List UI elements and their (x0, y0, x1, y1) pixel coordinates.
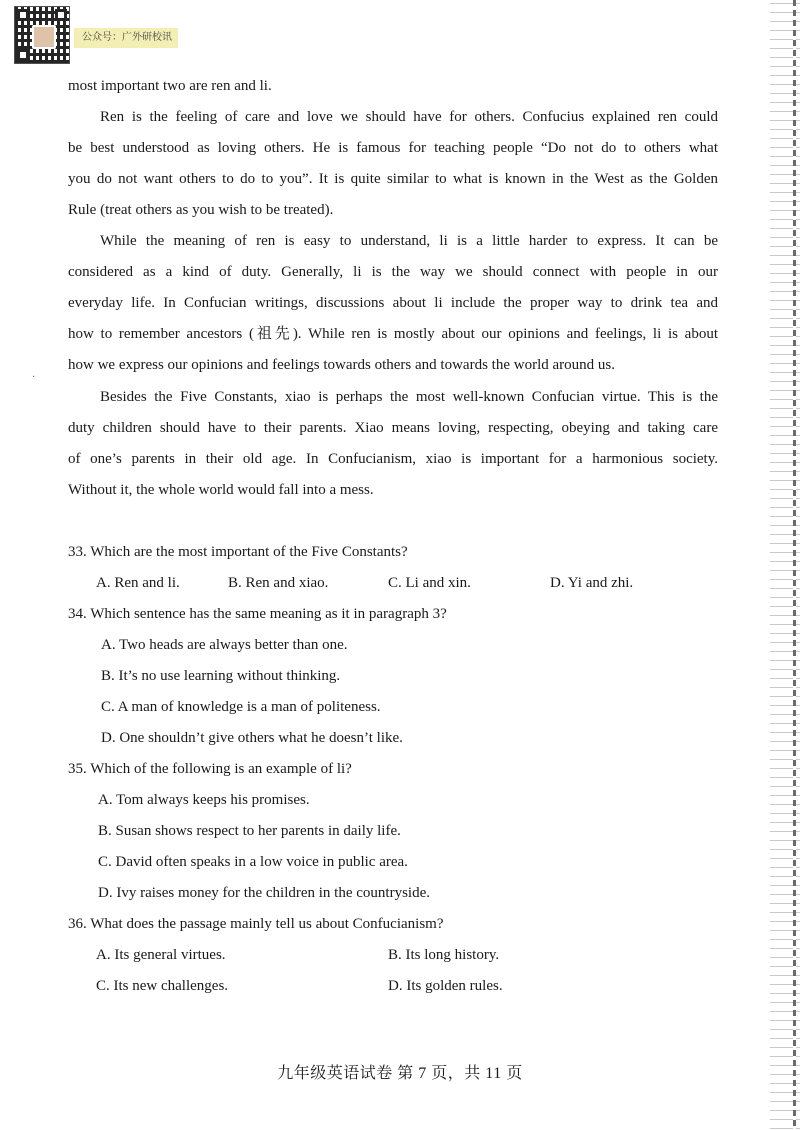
option-a[interactable]: A. Ren and li. (96, 575, 180, 591)
option-c[interactable]: C. A man of knowledge is a man of politeness. (101, 699, 381, 715)
option-b[interactable]: B. Susan shows respect to her parents in daily life. (98, 823, 401, 839)
passage-line: Besides the Five Constants, xiao is perhaps the most well-known Confucian virtue. This is the (100, 389, 718, 405)
passage-line: how to remember ancestors (祖先). While ren is mostly about our opinions and feelings, li is about (68, 326, 718, 342)
option-d[interactable]: D. Yi and zhi. (550, 575, 634, 591)
option-c[interactable]: C. David often speaks in a low voice in public area. (98, 854, 408, 870)
qr-code (14, 6, 70, 64)
option-b[interactable]: B. It’s no use learning without thinking. (101, 668, 341, 684)
question-stem: 35. Which of the following is an example of li? (68, 761, 352, 777)
option-c[interactable]: C. Its new challenges. (96, 978, 229, 994)
option-c[interactable]: C. Li and xin. (388, 575, 471, 591)
passage-line: Without it, the whole world would fall into a mess. (68, 482, 374, 498)
avatar (32, 25, 56, 49)
option-d[interactable]: D. Ivy raises money for the children in the countryside. (98, 885, 430, 901)
passage-line: be best understood as loving others. He is famous for teaching people “Do not do to others what (68, 140, 718, 156)
wechat-account-label: 公众号：广外研校讯 (74, 28, 178, 48)
passage-line: you do not want others to do to you”. It is quite similar to what is known in the West as the Golden (68, 171, 718, 187)
option-d[interactable]: D. One shouldn’t give others what he doesn’t like. (101, 730, 403, 746)
passage-line: considered as a kind of duty. Generally, li is the way we should connect with people in our (68, 264, 718, 280)
option-a[interactable]: A. Tom always keeps his promises. (98, 792, 310, 808)
page-footer: 九年级英语试卷 第 7 页，共 11 页 (277, 1065, 523, 1082)
passage-line: duty children should have to their parents. Xiao means loving, respecting, obeying and taking care (68, 420, 718, 436)
passage-line: Ren is the feeling of care and love we should have for others. Confucius explained ren could (100, 109, 718, 125)
passage-line: While the meaning of ren is easy to understand, li is a little harder to express. It can be (100, 233, 718, 249)
scan-mark: · (32, 372, 36, 383)
option-a[interactable]: A. Two heads are always better than one. (101, 637, 348, 653)
option-b[interactable]: B. Its long history. (388, 947, 500, 963)
passage-line: most important two are ren and li. (68, 78, 272, 94)
passage-line: everyday life. In Confucian writings, discussions about li include the proper way to drink tea and (68, 295, 718, 311)
question-stem: 33. Which are the most important of the Five Constants? (68, 544, 408, 560)
scan-edge (770, 0, 800, 1130)
passage-line: Rule (treat others as you wish to be treated). (68, 202, 334, 218)
option-a[interactable]: A. Its general virtues. (96, 947, 226, 963)
option-b[interactable]: B. Ren and xiao. (228, 575, 329, 591)
passage-line: of one’s parents in their old age. In Confucianism, xiao is important for a harmonious society. (68, 451, 718, 467)
option-d[interactable]: D. Its golden rules. (388, 978, 503, 994)
question-stem: 36. What does the passage mainly tell us about Confucianism? (68, 916, 444, 932)
passage-line: how we express our opinions and feelings towards others and towards the world around us. (68, 357, 615, 373)
question-stem: 34. Which sentence has the same meaning as it in paragraph 3? (68, 606, 447, 622)
